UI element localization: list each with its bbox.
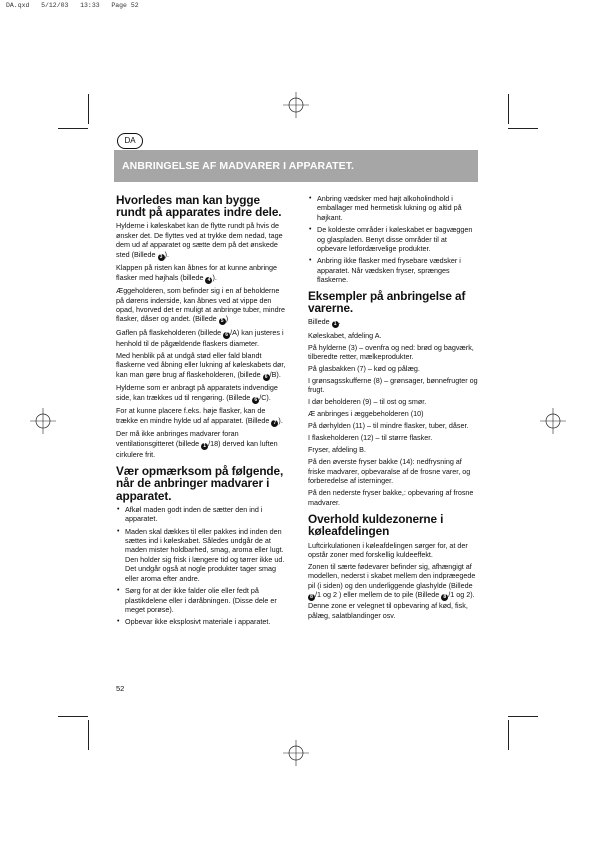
list-item: • Anbring ikke flasker med frysebare vædsker i apparatet. Når vædsken fryser, sprænges flaskerne. — [317, 256, 478, 284]
paragraph: Hylderne i køleskabet kan de flytte rundt på hvis de ønsker det. De flyttes ved at trykke dem nedad, tage dem ud af apparatet og sætte dem på det ønskede sted (Billede 3 ). — [116, 221, 283, 260]
figure-number-badge: 3 — [158, 254, 165, 261]
crop-mark — [508, 716, 538, 717]
right-column — [308, 194, 478, 623]
bullet-list — [116, 505, 288, 627]
paragraph: Med henblik på at undgå stød eller fald blandt flaskerne ved åbning eller lukning af køleskabets dør, kan man gøre brug af flaskeholderen, (billede 6 /B). — [116, 351, 286, 380]
crop-mark — [508, 94, 509, 124]
example-line: På den nederste fryser bakke,: opbevaring af frosne madvarer. — [308, 488, 474, 507]
paragraph: Luftcirkulationen i køleafdelingen sørger for, at der opstår zoner med forskellig kuldeeffekt. — [308, 540, 468, 559]
heading-cold-zones: Overhold kuldezonerne i køleafdelingen — [308, 512, 444, 539]
list-item: • Opbevar ikke eksplosivt materiale i apparatet. — [125, 617, 288, 626]
crop-mark — [508, 720, 509, 750]
example-line: I flaskeholderen (12) – til større flasker. — [308, 433, 433, 443]
paragraph: Gaflen på flaskeholderen (billede 6 /A) kan justeres i henhold til de pågældende flaskers diameter. — [116, 328, 284, 349]
language-badge: DA — [117, 133, 143, 149]
figure-number-badge: 8 — [441, 594, 448, 601]
figure-number-badge: 5 — [219, 318, 226, 325]
crop-mark — [58, 128, 88, 129]
example-line: Køleskabet, afdeling A. — [308, 330, 382, 340]
paragraph: Der må ikke anbringes madvarer foran ventilationsgitteret (billede 1 /18) derved kan luften cirkulere frit. — [116, 429, 278, 459]
figure-number-badge: 6 — [252, 397, 259, 404]
list-item: • De koldeste områder i køleskabet er bagvæggen og glaspladen. Benyt disse områder til at opbevare letfordærvelige produkter. — [317, 225, 478, 253]
heading-examples: Eksempler på anbringelse af varerne. — [308, 288, 466, 315]
registration-mark-icon — [283, 92, 309, 118]
crop-mark — [508, 128, 538, 129]
crop-mark — [88, 94, 89, 124]
figure-number-badge: 7 — [271, 420, 278, 427]
example-line: På dørhylden (11) – til mindre flasker, tuber, dåser. — [308, 421, 469, 431]
example-line: Æ anbringes i æggebeholderen (10) — [308, 409, 424, 419]
registration-mark-icon — [283, 740, 309, 766]
figure-number-badge: 8 — [308, 594, 315, 601]
paragraph: Klappen på risten kan åbnes for at kunne anbringe flasker med højhals (billede 4 ). — [116, 263, 278, 283]
print-slug: DA.qxd 5/12/03 13:33 Page 52 — [6, 2, 139, 9]
crop-mark — [88, 720, 89, 750]
bullet-list — [308, 194, 478, 285]
paragraph: For at kunne placere f.eks. høje flasker, kan de trække en mindre hylde ud af apparatet. (Billede 7 ). — [116, 406, 283, 426]
figure-number-badge: 1 — [201, 443, 208, 450]
figure-number-badge: 1 — [332, 321, 339, 328]
left-column — [116, 194, 288, 630]
list-item: • Anbring vædsker med højt alkoholindhold i emballager med hermetisk lukning og altid på højkant. — [317, 194, 478, 222]
registration-mark-icon — [30, 408, 56, 434]
figure-number-badge: 6 — [263, 374, 270, 381]
paragraph: Billede 1 . — [308, 317, 341, 328]
registration-mark-icon — [540, 408, 566, 434]
example-line: I grønsagsskufferne (8) – grønsager, bønnefrugter og frugt. — [308, 376, 478, 395]
list-item: • Sørg for at der ikke falder olie eller fedt på plastikdelene eller i døråbningen. (Disse dele er meget porøse). — [125, 586, 288, 614]
paragraph: Æggeholderen, som befinder sig i en af beholderne på dørens inderside, kan åbnes ved at vippe den opad, hvorved det er muligt at anbringe tuber, mindre flasker, dåser og andet. (Billede 5 ) — [116, 286, 286, 325]
figure-number-badge: 4 — [205, 277, 212, 284]
example-line: Fryser, afdeling B. — [308, 445, 366, 455]
list-item: • Maden skal dækkes til eller pakkes ind inden den sættes ind i køleskabet. Således undgår de at maden mister holdbarhed, smag, aroma eller lugt. Den holder sig frisk i længere tid og tørrer ikke ud. Det undgår også at nogle produkter tager smag eller aroma efter andre. — [125, 527, 288, 583]
figure-number-badge: 6 — [223, 332, 230, 339]
list-item: • Afkøl maden godt inden de sætter den ind i apparatet. — [125, 505, 288, 524]
example-line: På glasbakken (7) – kød og pålæg. — [308, 364, 420, 374]
section-banner: ANBRINGELSE AF MADVARER I APPARATET. — [114, 150, 478, 182]
example-line: I dør beholderen (9) – til ost og smør. — [308, 397, 427, 407]
paragraph: Hylderne som er anbragt på apparatets indvendige side, kan trækkes ud til rengøring. (Billede 6 /C). — [116, 383, 278, 403]
paragraph: Zonen til særte fødevarer befinder sig, afhængigt af modellen, nederst i skabet mellem den indpræegede pil (i siden) og den underliggende glashylde (Billede 8 /1 og 2 ) eller mellem de to pile (Billede 8 /1 og 2). Denne zone er velegnet til opbevaring af kød, fisk, pålæg, salatblandinger osv. — [308, 561, 476, 620]
page-number: 52 — [116, 684, 125, 693]
example-line: På den øverste fryser bakke (14): nedfrysning af friske madvarer, opbevaralse af de frosne varer, og forberedelse af isterninger. — [308, 457, 471, 486]
heading-attention: Vær opmærksom på følgende, når de anbringer madvarer i apparatet. — [116, 464, 284, 503]
example-line: På hylderne (3) – ovenfra og ned: brød og bagværk, tilberedte retter, mælkeprodukter. — [308, 342, 474, 362]
crop-mark — [58, 716, 88, 717]
heading-interior-arrangement: Hvorledes man kan bygge rundt på apparates indre dele. — [116, 193, 282, 220]
